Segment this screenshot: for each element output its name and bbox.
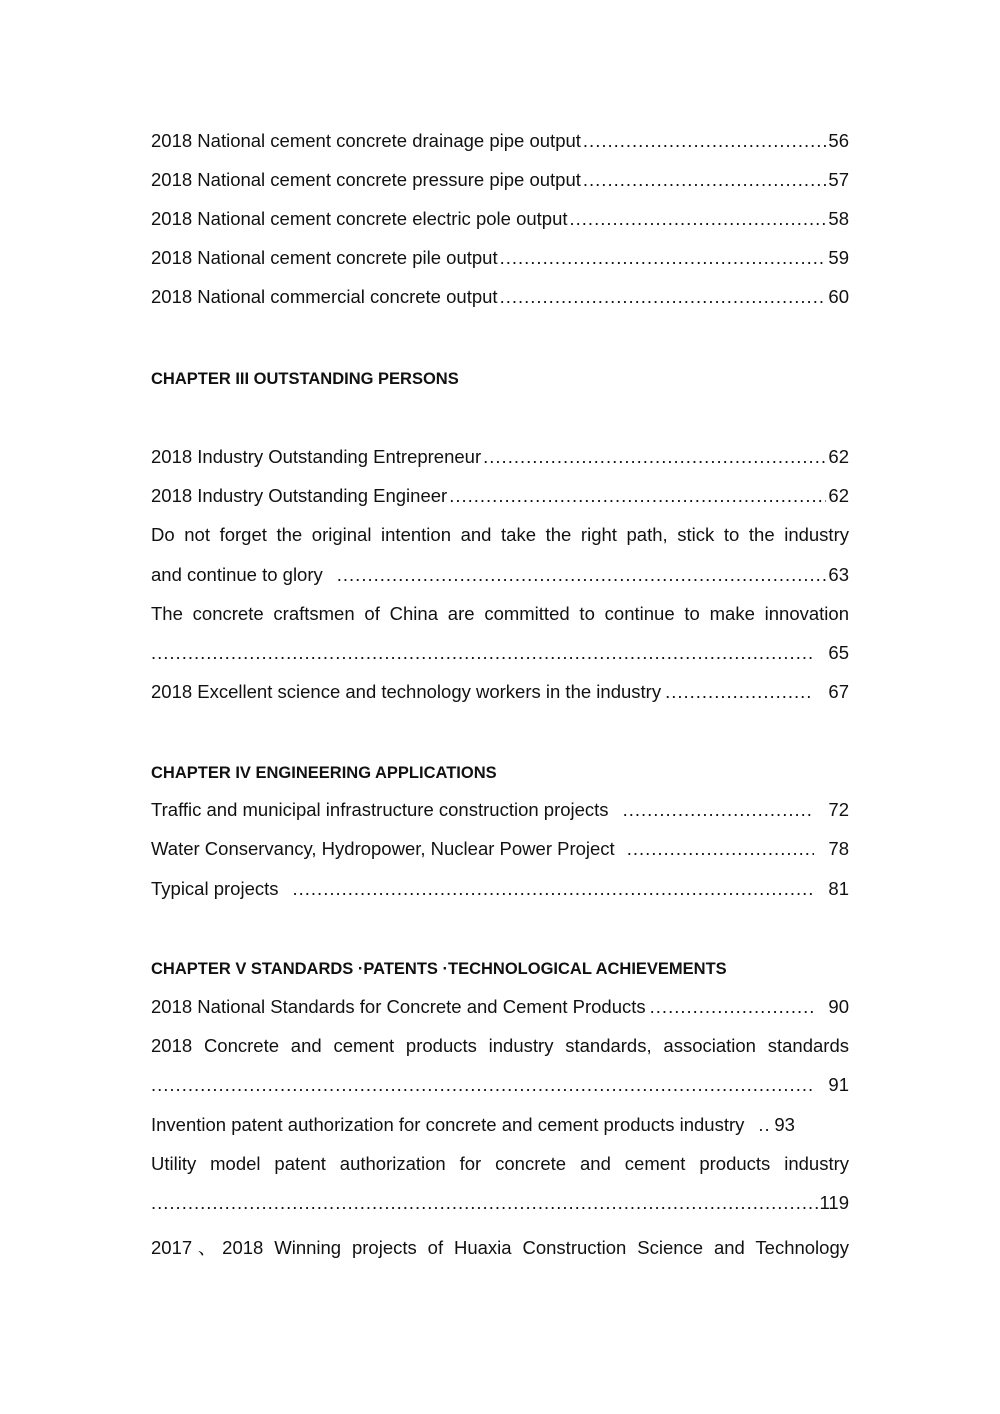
toc-dot-leader <box>623 799 815 821</box>
toc-dot-leader <box>500 286 827 308</box>
toc-entry[interactable] <box>151 996 849 1020</box>
toc-entry[interactable] <box>151 1074 849 1098</box>
toc-entry-title: 2018 National commercial concrete output <box>151 286 498 307</box>
toc-entry[interactable] <box>151 642 849 666</box>
toc-entry-page: 62 <box>828 446 849 467</box>
toc-entry-page: 90 <box>828 996 849 1017</box>
toc-entry[interactable] <box>151 1114 849 1138</box>
toc-entry-page: 119 <box>819 1192 849 1213</box>
toc-entry[interactable] <box>151 208 849 232</box>
toc-entry-title-line[interactable]: Utility model patent authorization for concrete and cement products industry <box>151 1153 849 1174</box>
toc-entry-page: 78 <box>828 838 849 859</box>
toc-entry[interactable] <box>151 838 849 862</box>
toc-dot-leader <box>337 564 827 586</box>
chapter-heading: CHAPTER V STANDARDS ·PATENTS ·TECHNOLOGICAL ACHIEVEMENTS <box>151 960 727 978</box>
toc-entry-page: 93 <box>774 1114 795 1135</box>
toc-entry-title: 2018 National cement concrete electric pole output <box>151 208 568 229</box>
toc-entry-page: 91 <box>828 1074 849 1095</box>
toc-dot-leader <box>293 878 815 900</box>
toc-entry-title: 2018 National cement concrete pile output <box>151 247 498 268</box>
toc-entry-page: 63 <box>828 564 849 585</box>
toc-entry-page: 60 <box>828 286 849 307</box>
toc-entry-page: 81 <box>828 878 849 899</box>
toc-entry[interactable] <box>151 446 849 470</box>
toc-entry-title: 2018 National Standards for Concrete and Cement Products <box>151 996 646 1017</box>
toc-entry-title: 2018 Excellent science and technology workers in the industry <box>151 681 662 702</box>
toc-entry[interactable] <box>151 878 849 902</box>
toc-entry-title-line[interactable]: Do not forget the original intention and take the right path, stick to the industry <box>151 524 849 545</box>
toc-dot-leader <box>665 681 814 703</box>
toc-dot-leader <box>583 130 827 152</box>
toc-dot-leader <box>500 247 827 269</box>
toc-dot-leader <box>650 996 815 1018</box>
toc-dot-leader <box>570 208 827 230</box>
toc-entry-page: 65 <box>828 642 849 663</box>
toc-dot-leader <box>627 838 815 860</box>
toc-entry[interactable] <box>151 799 849 823</box>
toc-entry[interactable] <box>151 485 849 509</box>
toc-entry-title-line[interactable]: 2018 Concrete and cement products industry standards, association standards <box>151 1035 849 1056</box>
toc-entry-title: and continue to glory <box>151 564 323 585</box>
toc-entry-title: Typical projects <box>151 878 279 899</box>
toc-entry-title: Invention patent authorization for concrete and cement products industry <box>151 1114 745 1135</box>
chapter-heading: CHAPTER IV ENGINEERING APPLICATIONS <box>151 764 497 782</box>
toc-entry-title: 2018 National cement concrete drainage pipe output <box>151 130 581 151</box>
toc-entry[interactable] <box>151 286 849 310</box>
toc-dot-leader <box>483 446 826 468</box>
chapter-heading: CHAPTER III OUTSTANDING PERSONS <box>151 370 459 388</box>
toc-entry[interactable] <box>151 169 849 193</box>
toc-entry-page: 67 <box>828 681 849 702</box>
toc-entry-page: 56 <box>828 130 849 151</box>
toc-entry[interactable] <box>151 130 849 154</box>
toc-entry-title: 2018 National cement concrete pressure pipe output <box>151 169 581 190</box>
toc-dot-leader <box>151 1192 818 1214</box>
toc-entry[interactable] <box>151 564 849 588</box>
toc-entry-page: 72 <box>828 799 849 820</box>
toc-entry-title-line[interactable]: The concrete craftsmen of China are committed to continue to make innovation <box>151 603 849 624</box>
toc-entry[interactable] <box>151 1192 849 1216</box>
toc-entry-title: 2018 Industry Outstanding Engineer <box>151 485 448 506</box>
toc-entry-page: 62 <box>828 485 849 506</box>
toc-entry-page: 59 <box>828 247 849 268</box>
toc-entry[interactable] <box>151 247 849 271</box>
toc-entry-page: 57 <box>828 169 849 190</box>
toc-dot-leader <box>151 1074 814 1096</box>
toc-dot-leader <box>151 642 814 664</box>
toc-entry-title: Water Conservancy, Hydropower, Nuclear Power Project <box>151 838 615 859</box>
toc-entry-page: 58 <box>828 208 849 229</box>
toc-dot-leader <box>449 485 826 507</box>
toc-entry[interactable] <box>151 681 849 705</box>
toc-dot-leader <box>583 169 827 191</box>
toc-entry-title: 2018 Industry Outstanding Entrepreneur <box>151 446 482 467</box>
toc-entry-title-line[interactable]: 2017、2018 Winning projects of Huaxia Construction Science and Technology <box>151 1237 849 1258</box>
toc-entry-title: Traffic and municipal infrastructure construction projects <box>151 799 609 820</box>
toc-dot-leader <box>758 1114 772 1136</box>
